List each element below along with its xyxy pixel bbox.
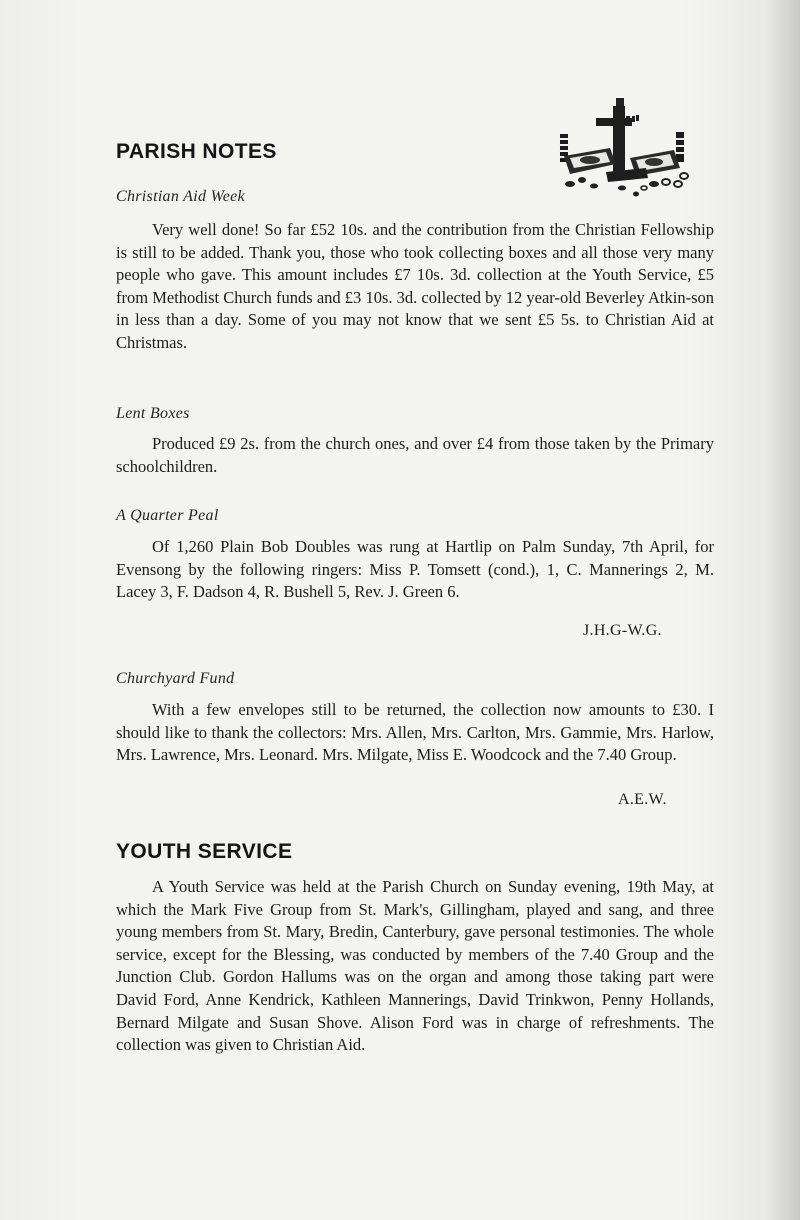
quarter-peal-heading: A Quarter Peal — [116, 507, 219, 524]
page-edge-shadow — [764, 0, 800, 1220]
christian-aid-heading: Christian Aid Week — [116, 188, 245, 205]
churchyard-fund-heading: Churchyard Fund — [116, 670, 235, 687]
parish-notes-title: PARISH NOTES — [116, 140, 277, 163]
youth-service-title: YOUTH SERVICE — [116, 840, 293, 863]
quarter-peal-signature: J.H.G-W.G. — [583, 622, 662, 639]
christian-aid-body: Very well done! So far £52 10s. and the contribution from the Christian Fellowship is still to be added. Thank you, those who took collecting boxes and all those very many people who gave. This amount includes £7 10s. 3d. collection at the Youth Service, £5 from Methodist Church funds and £3 10s. 3d. collected by 12 year-old Beverley Atkin-son in less than a day. Some of you may not know that we sent £5 5s. to Christian Aid at Christmas. — [116, 220, 714, 352]
youth-service-body: A Youth Service was held at the Parish Church on Sunday evening, 19th May, at which the Mark Five Group from St. Mark's, Gillingham, played and sang, and three young members from St. Mary, Bredin, Canterbury, gave personal testimonies. The whole service, except for the Blessing, was conducted by members of the 7.40 Group and the Junction Club. Gordon Hallums was on the organ and among those taking part were David Ford, Anne Kendrick, Kathleen Mannerings, David Trinkwon, Penny Hollands, Bernard Milgate and Susan Shove. Alison Ford was in charge of refreshments. The collection was given to Christian Aid. — [116, 877, 714, 1055]
lent-boxes-heading: Lent Boxes — [116, 405, 190, 422]
churchyard-fund-signature: A.E.W. — [618, 791, 667, 808]
churchyard-fund-body: With a few envelopes still to be returned, the collection now amounts to £30. I should like to thank the collectors: Mrs. Allen, Mrs. Carlton, Mrs. Gammie, Mrs. Harlow, Mrs. Lawrence, Mrs. Leonard. Mrs. Milgate, Miss E. Woodcock and the 7.40 Group. — [116, 700, 714, 765]
quarter-peal-body: Of 1,260 Plain Bob Doubles was rung at Hartlip on Palm Sunday, 7th April, for Evensong by the following ringers: Miss P. Tomsett (cond.), 1, C. Mannerings 2, M. Lacey 3, F. Dadson 4, R. Bushell 5, Rev. J. Green 6. — [116, 537, 714, 602]
lent-boxes-body: Produced £9 2s. from the church ones, and over £4 from those taken by the Primary schoolchildren. — [116, 434, 714, 476]
cross-and-money-illustration-icon — [556, 98, 692, 202]
